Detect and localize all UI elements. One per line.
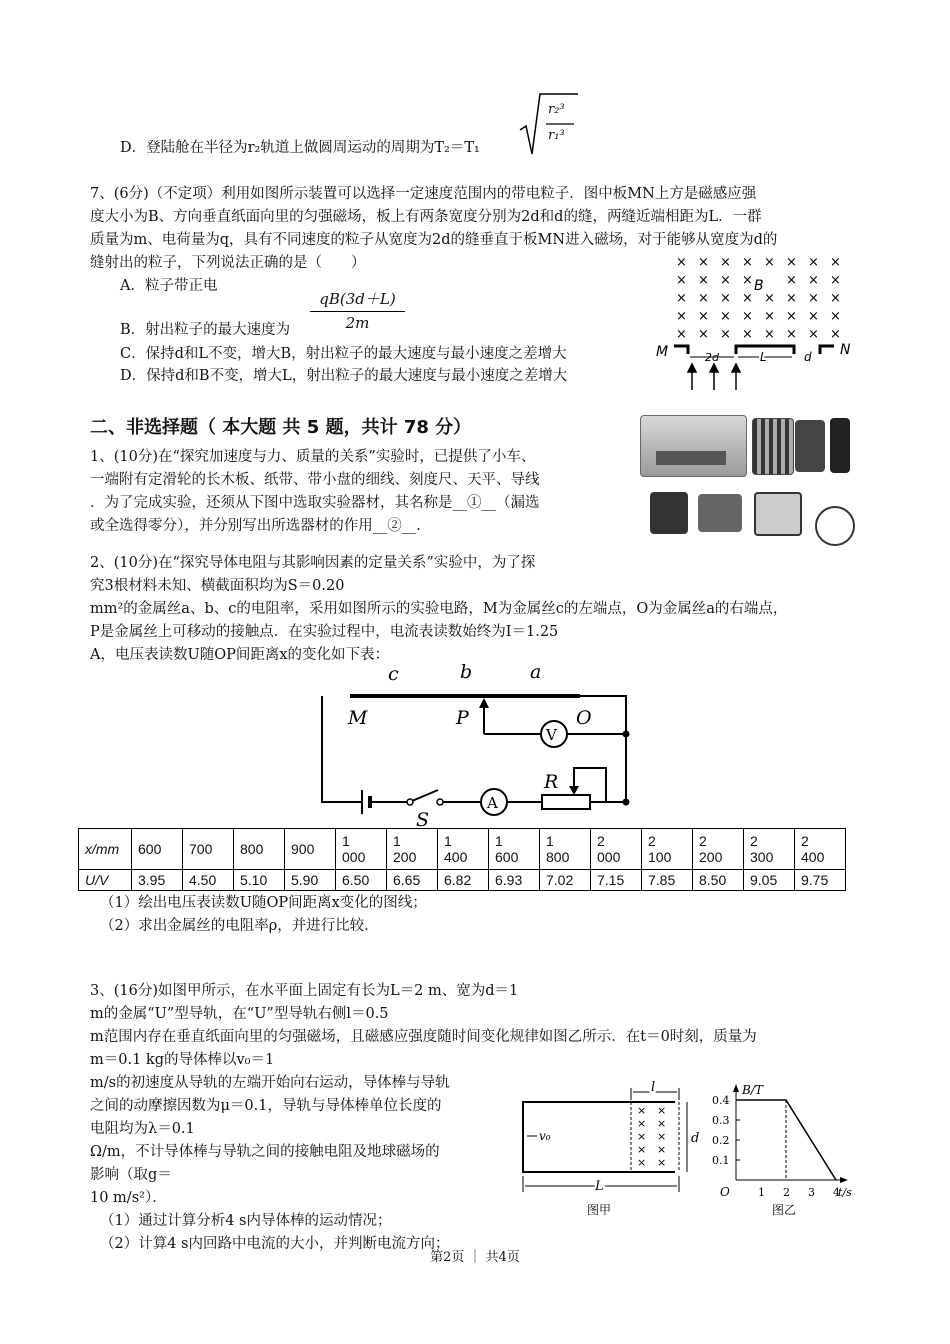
figure-yi (708, 1080, 868, 1220)
cell-top: 2 (750, 833, 758, 849)
table-row-x (79, 829, 846, 870)
label-L: L (760, 350, 767, 364)
label-N: N (840, 342, 850, 358)
label-L: L (595, 1179, 604, 1194)
field-cross-icon: × (742, 327, 753, 342)
equipment-dotting-timer-image (795, 420, 825, 472)
cell-top: 1 (546, 833, 554, 849)
field-cross-icon: × (786, 273, 797, 288)
table-cell: 6.65 (387, 870, 438, 891)
field-cross-icon: × (808, 291, 819, 306)
q7-option-c: C．保持d和L不变，增大B，射出粒子的最大速度与最小速度之差增大 (120, 346, 567, 362)
formula-numerator: r₂³ (548, 102, 565, 117)
switch-icon (412, 790, 438, 801)
field-cross-icon: × (786, 309, 797, 324)
table-header-x-text: x/mm (85, 841, 120, 857)
cell-top: 600 (138, 841, 162, 857)
p1-after-blank-2: . (416, 518, 421, 534)
x-axis-label: t/s (838, 1186, 852, 1199)
p2-sub-1: （1）绘出电压表读数U随OP间距离x变化的图线； (100, 895, 427, 911)
p3-line-5: m/s的初速度从导轨的左端开始向右运动，导体棒与导轨 (90, 1075, 450, 1091)
p3-line-2: m的金属“U”型导轨，在“U”型导轨右侧l＝0.5 (90, 1006, 389, 1022)
table-cell: 5.90 (285, 870, 336, 891)
q6-option-d: D．登陆舱在半径为r₂轨道上做圆周运动的周期为T₂＝T₁ (120, 140, 480, 156)
table-header-u-text: U/V (85, 872, 109, 888)
table-header-u (79, 870, 132, 891)
table-cell: 3.95 (132, 870, 183, 891)
p3-line-12: （2）计算4 s内回路中电流的大小，并判断电流方向； (100, 1236, 450, 1252)
field-cross-icon: × (676, 327, 687, 342)
field-cross-icon: × (720, 273, 731, 288)
circuit-svg (316, 658, 636, 828)
field-cross-icon: × (637, 1130, 647, 1143)
field-cross-icon: × (698, 309, 709, 324)
field-cross-icon: × (808, 309, 819, 324)
field-cross-icon: × (657, 1130, 667, 1143)
table-cell (489, 829, 540, 870)
field-cross-icon: × (676, 309, 687, 324)
cell-top: 1 (444, 833, 452, 849)
figure-yi-svg (708, 1080, 868, 1220)
field-cross-icon: × (764, 309, 775, 324)
field-cross-icon: × (786, 291, 797, 306)
table-cell: 9.75 (795, 870, 846, 891)
p3-line-3: m范围内存在垂直纸面向里的匀强磁场，且磁感应强度随时间变化规律如图乙所示．在t＝0时刻，质量为 (90, 1029, 757, 1045)
label-O: O (576, 707, 592, 729)
table-cell: 6.82 (438, 870, 489, 891)
label-2d: 2d (705, 351, 719, 364)
stopwatch-icon (815, 506, 855, 546)
sqrt-sign-icon (518, 90, 578, 160)
field-cross-icon: × (676, 291, 687, 306)
table-cell: 7.85 (642, 870, 693, 891)
y-tick-label: 0.2 (712, 1134, 730, 1147)
cell-bot: 100 (648, 849, 672, 865)
table-cell (693, 829, 744, 870)
field-cross-icon: × (742, 291, 753, 306)
cell-top: 2 (801, 833, 809, 849)
p2-line-1: 2、(10分)在“探究导体电阻与其影响因素的定量关系”实验中，为了探 (90, 555, 536, 571)
equipment-clamp-image (830, 418, 850, 473)
cell-bot: 300 (750, 849, 774, 865)
formula-denominator: r₁³ (548, 128, 565, 143)
cell-bot: 800 (546, 849, 570, 865)
q7-option-a: A．粒子带正电 (120, 278, 218, 294)
label-l: l (651, 1080, 656, 1095)
field-cross-icon: × (676, 273, 687, 288)
q7-option-b-formula (310, 288, 405, 332)
y-tick-label: 0.3 (712, 1114, 730, 1127)
field-cross-icon: × (742, 309, 753, 324)
cell-bot: 200 (393, 849, 417, 865)
cell-top: 1 (393, 833, 401, 849)
p3-line-7: 电阻均为λ＝0.1 (90, 1121, 195, 1137)
field-cross-icon: × (764, 255, 775, 270)
table-row-u (79, 870, 846, 891)
field-cross-icon: × (637, 1143, 647, 1156)
q7-line-3: 质量为m、电荷量为q，具有不同速度的粒子从宽度为2d的缝垂直于板MN进入磁场，对于能够从宽度为d的 (90, 232, 778, 248)
field-cross-icon: × (720, 291, 731, 306)
field-cross-icon: × (786, 255, 797, 270)
table-cell: 4.50 (183, 870, 234, 891)
p3-line-9: 影响（取g＝ (90, 1167, 172, 1183)
field-cross-icon: × (657, 1117, 667, 1130)
field-cross-icon: × (742, 273, 753, 288)
cell-top: 900 (291, 841, 315, 857)
table-cell (744, 829, 795, 870)
formula-numerator: qB(3d＋L) (310, 288, 405, 312)
table-cell: 8.50 (693, 870, 744, 891)
cell-top: 2 (597, 833, 605, 849)
q7-magnetic-field-figure (650, 250, 850, 400)
p2-line-2: 究3根材料未知、横截面积均为S＝0.20 (90, 578, 345, 594)
figure-jia (515, 1080, 705, 1220)
cell-top: 800 (240, 841, 264, 857)
p1-line-3 (90, 493, 540, 513)
cell-bot: 600 (495, 849, 519, 865)
table-cell: 7.02 (540, 870, 591, 891)
equipment-meter-2-image (698, 494, 742, 532)
p3-line-8: Ω/m，不计导体棒与导轨之间的接触电阻及地球磁场的 (90, 1144, 440, 1160)
p1-line-4 (90, 516, 421, 536)
field-cross-icon: × (808, 255, 819, 270)
p2-line-5: A，电压表读数U随OP间距离x的变化如下表： (90, 647, 390, 663)
field-cross-icon: × (637, 1117, 647, 1130)
label-d: d (691, 1131, 700, 1146)
p1-line-3-text: ．为了完成实验，还须从下图中选取实验器材，其名称是 (90, 495, 453, 511)
x-tick-label: 1 (758, 1186, 765, 1199)
p1-line-4-text: 或全选得零分），并分别写出所选器材的作用 (90, 518, 373, 534)
table-cell (540, 829, 591, 870)
p3-line-10: 10 m/s²）． (90, 1190, 167, 1206)
cell-top: 1 (342, 833, 350, 849)
field-cross-icon: × (764, 327, 775, 342)
field-cross-icon: × (676, 255, 687, 270)
label-a: a (530, 661, 542, 683)
p2-line-4: P是金属丝上可移动的接触点．在实验过程中，电流表读数始终为I＝1.25 (90, 624, 559, 640)
blank-2[interactable]: __②__ (372, 518, 417, 534)
data-table (78, 828, 846, 891)
table-cell (183, 829, 234, 870)
label-A: A (487, 794, 498, 812)
table-cell (438, 829, 489, 870)
p1-line-2: 一端附有定滑轮的长木板、纸带、带小盘的细线、刻度尺、天平、导线 (90, 472, 540, 488)
equipment-meter-1-image (650, 492, 688, 534)
origin-label: O (720, 1185, 730, 1199)
table-cell: 9.05 (744, 870, 795, 891)
field-cross-icon: × (657, 1156, 667, 1169)
table-cell (642, 829, 693, 870)
q6-sqrt-formula (518, 90, 578, 160)
cell-bot: 400 (801, 849, 825, 865)
p1-after-blank-1: （漏选 (496, 495, 540, 511)
field-cross-icon: × (830, 255, 841, 270)
rheostat-icon (542, 795, 590, 809)
label-M: M (348, 707, 368, 729)
label-S: S (416, 809, 430, 828)
x-tick-label: 2 (783, 1186, 790, 1199)
cell-top: 2 (699, 833, 707, 849)
q7-line-4: 缝射出的粒子，下列说法正确的是（ ） (90, 255, 366, 271)
field-cross-icon: × (637, 1156, 647, 1169)
p2-sub-2: （2）求出金属丝的电阻率ρ，并进行比较． (100, 918, 379, 934)
q7-option-b: B．射出粒子的最大速度为 (120, 322, 291, 338)
table-cell (336, 829, 387, 870)
table-cell: 6.93 (489, 870, 540, 891)
table-cell (132, 829, 183, 870)
q7-line-2: 度大小为B、方向垂直纸面向里的匀强磁场，板上有两条宽度分别为2d和d的缝，两缝近端相距为L．一群 (90, 209, 762, 225)
label-v0: v₀ (539, 1129, 551, 1143)
table-cell: 7.15 (591, 870, 642, 891)
cell-top: 1 (495, 833, 503, 849)
equipment-weights-image (752, 418, 794, 475)
field-cross-icon: × (657, 1143, 667, 1156)
p3-line-11: （1）通过计算分析4 s内导体棒的运动情况； (100, 1213, 392, 1229)
p1-line-1: 1、(10分)在“探究加速度与力、质量的关系”实验时，已提供了小车、 (90, 449, 536, 465)
table-cell (795, 829, 846, 870)
field-cross-icon: × (698, 327, 709, 342)
x-tick-label: 3 (808, 1186, 815, 1199)
cell-bot: 000 (342, 849, 366, 865)
field-cross-icon: × (808, 327, 819, 342)
table-cell (387, 829, 438, 870)
cell-bot: 400 (444, 849, 468, 865)
field-cross-icon: × (720, 309, 731, 324)
section-2-title: 二、非选择题（ 本大题 共 5 题，共计 78 分） (90, 417, 472, 438)
field-cross-icon: × (830, 327, 841, 342)
field-cross-icon: × (637, 1104, 647, 1117)
y-tick-label: 0.4 (712, 1094, 730, 1107)
field-cross-icon: × (698, 255, 709, 270)
field-cross-icon: × (786, 327, 797, 342)
label-R: R (544, 771, 559, 793)
cell-top: 700 (189, 841, 213, 857)
table-cell: 6.50 (336, 870, 387, 891)
q7-line-1: 7、(6分)（不定项）利用如图所示装置可以选择一定速度范围内的带电粒子．图中板MN上方是磁感应强 (90, 186, 757, 202)
equipment-meter-3-image (754, 492, 802, 536)
label-V: V (546, 726, 557, 744)
label-M: M (656, 344, 669, 360)
field-cross-icon: × (830, 309, 841, 324)
table-header-x (79, 829, 132, 870)
label-b: b (460, 661, 473, 683)
field-cross-icon: × (720, 327, 731, 342)
field-cross-icon: × (698, 273, 709, 288)
cell-bot: 200 (699, 849, 723, 865)
x-tick-label: 4 (833, 1186, 840, 1199)
table-cell (285, 829, 336, 870)
field-cross-icon: × (720, 255, 731, 270)
page-footer: 第2页 ｜ 共4页 (430, 1250, 520, 1265)
cell-top: 2 (648, 833, 656, 849)
y-tick-label: 0.1 (712, 1154, 730, 1167)
q7-figure-svg (650, 250, 850, 400)
figure-jia-caption: 图甲 (587, 1203, 612, 1217)
table-cell (234, 829, 285, 870)
formula-denominator: 2m (345, 314, 370, 332)
field-cross-icon: × (657, 1104, 667, 1117)
p3-line-4: m＝0.1 kg的导体棒以v₀＝1 (90, 1052, 275, 1068)
figure-yi-caption: 图乙 (772, 1203, 797, 1217)
figure-jia-svg (515, 1080, 705, 1220)
blank-1[interactable]: __①__ (452, 495, 496, 511)
field-cross-icon: × (830, 273, 841, 288)
table-cell: 5.10 (234, 870, 285, 891)
p2-line-3: mm²的金属丝a、b、c的电阻率，采用如图所示的实验电路，M为金属丝c的左端点，O为金属丝a的右端点， (90, 601, 788, 617)
cell-bot: 000 (597, 849, 621, 865)
q7-option-d: D．保持d和B不变，增大L，射出粒子的最大速度与最小速度之差增大 (120, 368, 568, 384)
field-cross-icon: × (742, 255, 753, 270)
field-cross-icon: × (830, 291, 841, 306)
p3-line-6: 之间的动摩擦因数为μ＝0.1，导轨与导体棒单位长度的 (90, 1098, 442, 1114)
equipment-timer-box-image (640, 415, 747, 477)
y-axis-label: B/T (742, 1083, 763, 1097)
label-P: P (456, 707, 469, 729)
table-cell (591, 829, 642, 870)
label-B: B (754, 278, 764, 294)
label-d: d (804, 350, 812, 364)
label-c: c (388, 663, 399, 685)
field-cross-icon: × (698, 291, 709, 306)
field-cross-icon: × (808, 273, 819, 288)
p3-line-1: 3、(16分)如图甲所示，在水平面上固定有长为L＝2 m、宽为d＝1 (90, 983, 519, 999)
field-cross-icon: × (764, 291, 775, 306)
circuit-diagram (316, 658, 636, 828)
